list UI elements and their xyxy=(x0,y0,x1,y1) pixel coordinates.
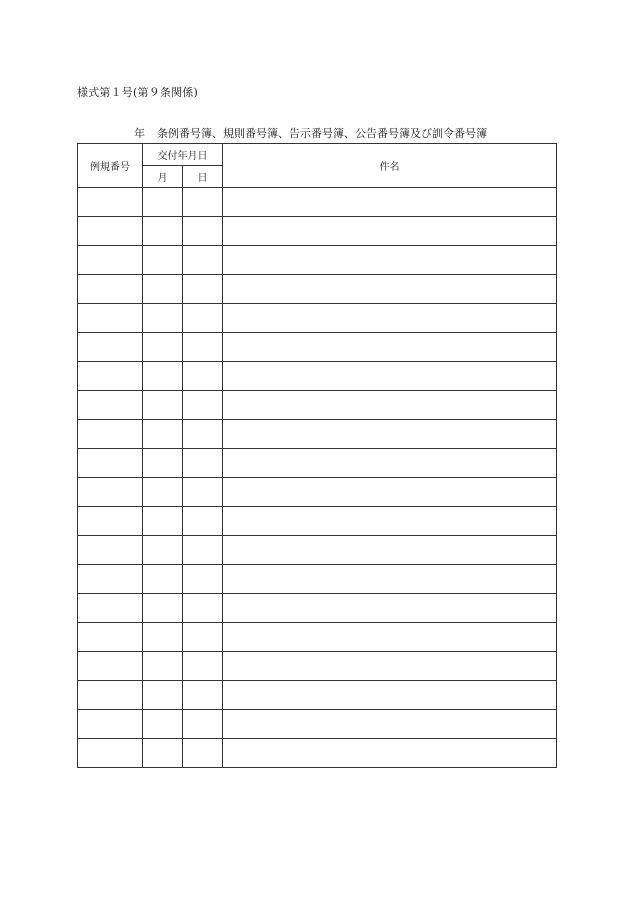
cell-day xyxy=(183,739,223,768)
cell-month xyxy=(143,623,183,652)
cell-month xyxy=(143,217,183,246)
cell-subject xyxy=(223,275,557,304)
cell-day xyxy=(183,623,223,652)
cell-regulation-number xyxy=(78,246,143,275)
header-row-1 xyxy=(78,144,557,166)
cell-month xyxy=(143,478,183,507)
cell-day xyxy=(183,565,223,594)
table-row xyxy=(78,623,557,652)
register-year-label: 年 xyxy=(134,127,145,140)
cell-month xyxy=(143,594,183,623)
form-number-label: 様式第１号(第９条関係) xyxy=(77,86,198,99)
cell-subject xyxy=(223,594,557,623)
cell-day xyxy=(183,594,223,623)
cell-month xyxy=(143,710,183,739)
cell-regulation-number xyxy=(78,449,143,478)
cell-regulation-number xyxy=(78,333,143,362)
cell-subject xyxy=(223,449,557,478)
cell-subject xyxy=(223,362,557,391)
cell-month xyxy=(143,188,183,217)
cell-month xyxy=(143,449,183,478)
cell-day xyxy=(183,275,223,304)
cell-regulation-number xyxy=(78,275,143,304)
cell-day xyxy=(183,246,223,275)
cell-day xyxy=(183,507,223,536)
register-table-header xyxy=(78,144,557,188)
register-title xyxy=(134,125,487,141)
cell-regulation-number xyxy=(78,391,143,420)
cell-subject xyxy=(223,304,557,333)
cell-month xyxy=(143,681,183,710)
cell-day xyxy=(183,420,223,449)
register-table xyxy=(77,143,557,768)
cell-month xyxy=(143,333,183,362)
table-row xyxy=(78,449,557,478)
table-row xyxy=(78,333,557,362)
cell-subject xyxy=(223,420,557,449)
table-row xyxy=(78,391,557,420)
cell-day xyxy=(183,652,223,681)
cell-regulation-number xyxy=(78,188,143,217)
cell-subject xyxy=(223,565,557,594)
table-row xyxy=(78,710,557,739)
cell-regulation-number xyxy=(78,420,143,449)
cell-subject xyxy=(223,623,557,652)
header-subject: 件名 xyxy=(223,144,557,188)
table-row xyxy=(78,275,557,304)
cell-subject xyxy=(223,507,557,536)
cell-subject xyxy=(223,188,557,217)
cell-subject xyxy=(223,333,557,362)
header-month: 月 xyxy=(143,166,183,188)
cell-month xyxy=(143,652,183,681)
cell-month xyxy=(143,246,183,275)
cell-subject xyxy=(223,652,557,681)
cell-day xyxy=(183,710,223,739)
cell-day xyxy=(183,217,223,246)
cell-subject xyxy=(223,391,557,420)
cell-day xyxy=(183,449,223,478)
cell-regulation-number xyxy=(78,565,143,594)
cell-month xyxy=(143,739,183,768)
cell-subject xyxy=(223,536,557,565)
cell-subject xyxy=(223,739,557,768)
table-row xyxy=(78,565,557,594)
table-row xyxy=(78,362,557,391)
header-day: 日 xyxy=(183,166,223,188)
cell-regulation-number xyxy=(78,594,143,623)
cell-month xyxy=(143,507,183,536)
table-row xyxy=(78,188,557,217)
table-row xyxy=(78,217,557,246)
cell-regulation-number xyxy=(78,652,143,681)
table-row xyxy=(78,478,557,507)
header-issue-date: 交付年月日 xyxy=(143,144,223,166)
cell-month xyxy=(143,420,183,449)
table-row xyxy=(78,536,557,565)
register-table-body xyxy=(78,188,557,768)
cell-regulation-number xyxy=(78,623,143,652)
table-row xyxy=(78,681,557,710)
cell-day xyxy=(183,188,223,217)
table-row xyxy=(78,594,557,623)
cell-subject xyxy=(223,710,557,739)
cell-day xyxy=(183,391,223,420)
cell-day xyxy=(183,681,223,710)
table-row xyxy=(78,420,557,449)
cell-regulation-number xyxy=(78,739,143,768)
cell-subject xyxy=(223,478,557,507)
cell-day xyxy=(183,536,223,565)
cell-month xyxy=(143,362,183,391)
cell-regulation-number xyxy=(78,681,143,710)
cell-regulation-number xyxy=(78,507,143,536)
cell-subject xyxy=(223,246,557,275)
table-row xyxy=(78,652,557,681)
cell-regulation-number xyxy=(78,710,143,739)
cell-regulation-number xyxy=(78,536,143,565)
table-row xyxy=(78,507,557,536)
cell-month xyxy=(143,536,183,565)
cell-regulation-number xyxy=(78,362,143,391)
cell-day xyxy=(183,304,223,333)
cell-subject xyxy=(223,681,557,710)
cell-subject xyxy=(223,217,557,246)
cell-month xyxy=(143,391,183,420)
cell-day xyxy=(183,362,223,391)
header-regulation-number: 例規番号 xyxy=(78,144,143,188)
table-row xyxy=(78,304,557,333)
cell-month xyxy=(143,275,183,304)
register-title-text: 条例番号簿、規則番号簿、告示番号簿、公告番号簿及び訓令番号簿 xyxy=(157,127,487,140)
cell-regulation-number xyxy=(78,217,143,246)
cell-regulation-number xyxy=(78,478,143,507)
cell-month xyxy=(143,565,183,594)
table-row xyxy=(78,246,557,275)
cell-regulation-number xyxy=(78,304,143,333)
table-row xyxy=(78,739,557,768)
cell-month xyxy=(143,304,183,333)
cell-day xyxy=(183,478,223,507)
cell-day xyxy=(183,333,223,362)
